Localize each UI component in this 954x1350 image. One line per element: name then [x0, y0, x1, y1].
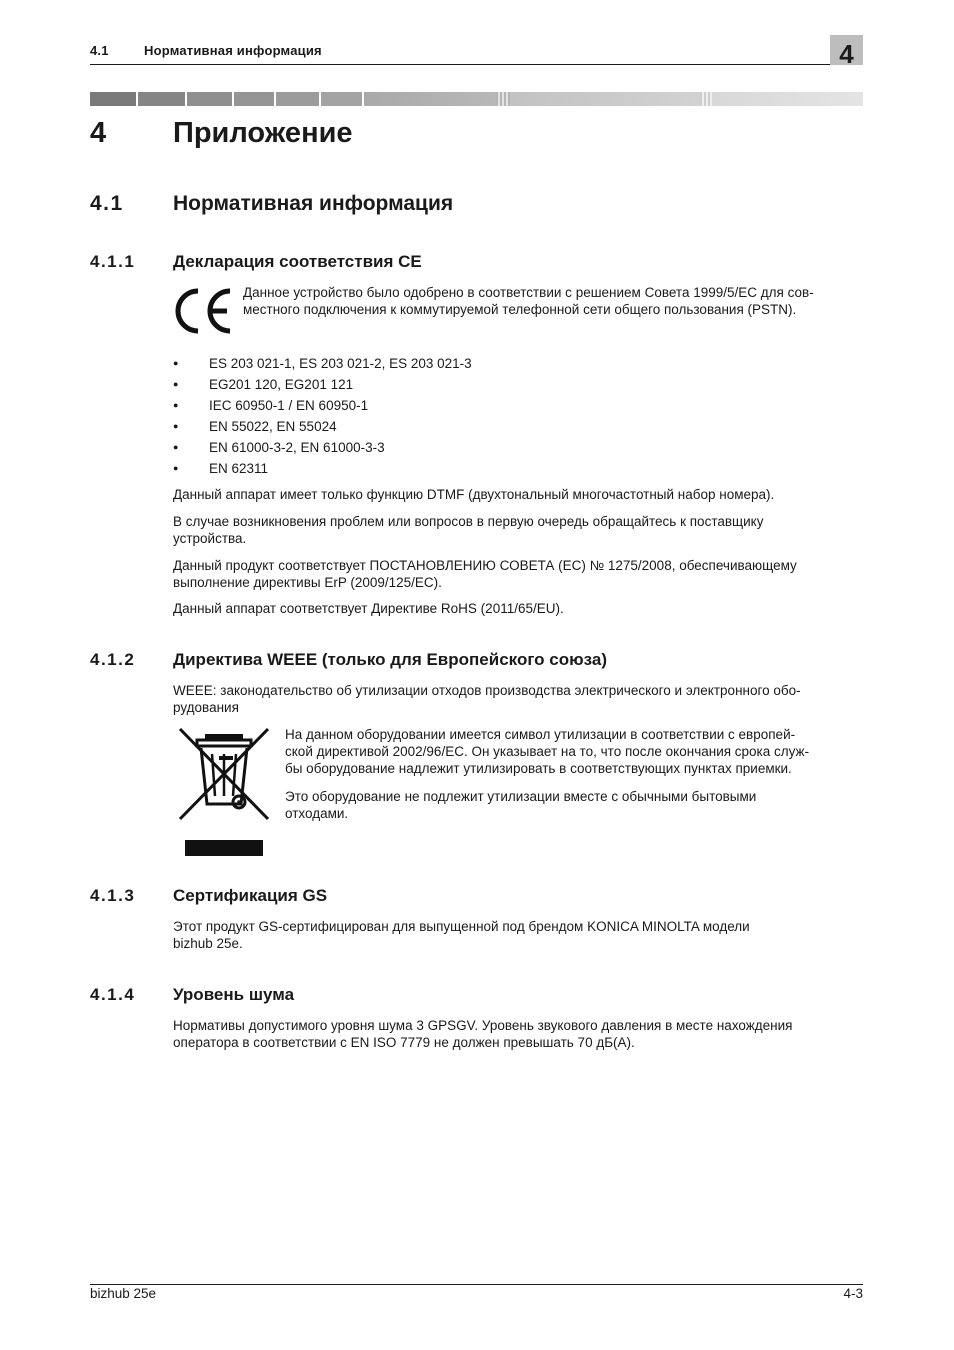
text-line: выполнение директивы ErP (2009/125/EC).	[173, 575, 442, 590]
footer-page-number: 4-3	[843, 1286, 863, 1301]
text-line: Данный продукт соответствует ПОСТАНОВЛЕНИЮ СОВЕТА (EC) № 1275/2008, обеспечивающему	[173, 558, 797, 573]
weee-paragraph-2	[285, 788, 863, 822]
weee-paragraph-1	[285, 726, 863, 777]
text-line: Этот продукт GS-сертифицирован для выпущенной под брендом KONICA MINOLTA модели	[173, 919, 750, 934]
footer-rule	[90, 1284, 863, 1285]
text-line: bizhub 25e.	[173, 936, 243, 951]
text-line: устройства.	[173, 531, 247, 546]
gs-paragraph	[173, 918, 863, 952]
erp-paragraph	[173, 557, 863, 591]
text-line: бы оборудование надлежит утилизировать в соответствующих пунктах приемки.	[285, 761, 792, 776]
text-line: местного подключения к коммутируемой телефонной сети общего пользования (PSTN).	[243, 302, 797, 317]
running-header	[90, 43, 322, 58]
subsection-title: Декларация соответствия CE	[173, 252, 422, 271]
list-item: ● EN 61000-3-2, EN 61000-3-3	[173, 439, 863, 460]
list-item: ● ES 203 021-1, ES 203 021-2, ES 203 021-3	[173, 355, 863, 376]
ce-paragraph	[243, 284, 863, 318]
chapter-number: 4	[90, 117, 107, 149]
list-item: ● EN 62311	[173, 460, 863, 481]
subsection-title: Директива WEEE (только для Европейского союза)	[173, 650, 607, 669]
subsection-number: 4.1.3	[90, 886, 136, 905]
text-line: отходами.	[285, 806, 349, 821]
running-header-number: 4.1	[90, 43, 109, 58]
support-paragraph	[173, 513, 863, 547]
header-rule	[90, 64, 830, 65]
text-line: В случае возникновения проблем или вопросов в первую очередь обращайтесь к поставщику	[173, 514, 764, 529]
text-line: рудования	[173, 700, 239, 715]
list-item: ● IEC 60950-1 / EN 60950-1	[173, 397, 863, 418]
text-line: Данное устройство было одобрено в соответствии с решением Совета 1999/5/EC для сов-	[243, 285, 814, 300]
standards-list	[173, 355, 863, 481]
rohs-paragraph: Данный аппарат соответствует Директиве RoHS (2011/65/EU).	[173, 601, 564, 616]
dtmf-paragraph: Данный аппарат имеет только функцию DTMF (двухтональный многочастотный набор номера).	[173, 487, 775, 502]
section-number: 4.1	[90, 192, 124, 215]
subsection-title: Уровень шума	[173, 985, 295, 1004]
footer-product: bizhub 25e	[90, 1286, 157, 1301]
text-line: На данном оборудовании имеется символ утилизации в соответствии с европей-	[285, 727, 796, 742]
ce-mark-icon	[170, 285, 234, 337]
chapter-badge: 4	[830, 35, 863, 65]
subsection-title: Сертификация GS	[173, 886, 328, 905]
subsection-number: 4.1.4	[90, 985, 136, 1004]
list-item: ● EG201 120, EG201 121	[173, 376, 863, 397]
noise-paragraph	[173, 1017, 863, 1051]
text-line: WEEE: законодательство об утилизации отходов производства электрического и электронного обо-	[173, 683, 801, 698]
decorative-bar	[90, 92, 863, 106]
text-line: ской директивой 2002/96/EC. Он указывает на то, что после окончания срока служ-	[285, 744, 810, 759]
crossed-out-bin-icon	[177, 726, 271, 858]
weee-intro	[173, 682, 863, 716]
section-title: Нормативная информация	[173, 192, 454, 215]
running-header-title: Нормативная информация	[144, 43, 322, 58]
text-line: Это оборудование не подлежит утилизации вместе с обычными бытовыми	[285, 789, 757, 804]
subsection-number: 4.1.1	[90, 252, 136, 271]
subsection-number: 4.1.2	[90, 650, 136, 669]
list-item: ● EN 55022, EN 55024	[173, 418, 863, 439]
chapter-title: Приложение	[173, 117, 353, 149]
text-line: оператора в соответствии с EN ISO 7779 не должен превышать 70 дБ(А).	[173, 1035, 635, 1050]
text-line: Нормативы допустимого уровня шума 3 GPSGV. Уровень звукового давления в месте нахождения	[173, 1018, 793, 1033]
